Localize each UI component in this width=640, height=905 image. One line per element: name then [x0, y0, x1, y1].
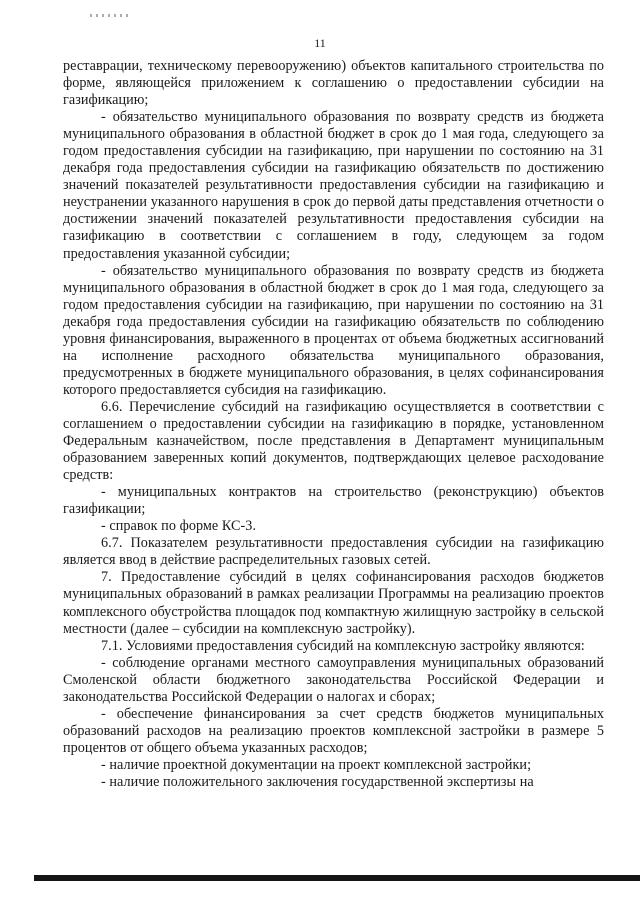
paragraph: - справок по форме КС-3.: [101, 518, 257, 535]
page-number: 11: [314, 36, 326, 50]
paragraph: - муниципальных контрактов на строительство (реконструкцию) объектов газификации;: [63, 484, 604, 518]
paragraph: 7.1. Условиями предоставления субсидий на комплексную застройку являются:: [101, 637, 585, 654]
paragraph: 6.6. Перечисление субсидий на газификацию осуществляется в соответствии с соглашением о предоставлении субсидии на газификацию в порядке, установленном Федеральным казначейством, после представления в Департамент муниципальным образованием заверенных копий документов, подтверждающих целевое расходование средств:: [63, 398, 604, 484]
scan-artifact: [90, 14, 132, 17]
paragraph: - наличие проектной документации на проект комплексной застройки;: [101, 756, 532, 773]
paragraph: - соблюдение органами местного самоуправления муниципальных образований Смоленской области бюджетного законодательства Российской Федерации и законодательства Российской Федерации о налогах и сборах;: [63, 654, 604, 705]
paragraph: реставрации, техническому перевооружению) объектов капитального строительства по форме, являющейся приложением к соглашению о предоставлении субсидии на газификацию;: [63, 58, 604, 109]
paragraph: 6.7. Показателем результативности предоставления субсидии на газификацию является ввод в действие распределительных газовых сетей.: [63, 535, 604, 569]
document-body: [63, 58, 604, 791]
paragraph: - наличие положительного заключения государственной экспертизы на: [101, 773, 534, 790]
paragraph: 7. Предоставление субсидий в целях софинансирования расходов бюджетов муниципальных образований в рамках реализации Программы на реализацию проектов комплексного обустройства площадок под компактную жилищную застройку в сельской местности (далее – субсидии на комплексную застройку).: [63, 569, 604, 637]
paragraph: - обязательство муниципального образования по возврату средств из бюджета муниципального образования в областной бюджет в срок до 1 мая года, следующего за годом предоставления субсидии на газификацию, при нарушении по состоянию на 31 декабря года предоставления субсидии на газификацию обязательств по соблюдению уровня финансирования, выраженного в процентах от объема бюджетных ассигнований на исполнение расходного обязательства муниципального образования, предусмотренных в бюджете муниципального образования, в целях софинансирования которого предоставляется субсидия на газификацию.: [63, 262, 604, 398]
scan-bottom-edge: [34, 875, 640, 881]
paragraph: - обязательство муниципального образования по возврату средств из бюджета муниципального образования в областной бюджет в срок до 1 мая года, следующего за годом предоставления субсидии на газификацию, при нарушении по состоянию на 31 декабря года предоставления субсидии на газификацию обязательств по достижению значений показателей результативности предоставления субсидии на газификацию и неустранении указанного нарушения в срок до первой даты представления отчетности о достижении значений показателей результативности предоставления субсидии на газификацию в соответствии с соглашением в году, следующем за годом предоставления указанной субсидии;: [63, 109, 604, 262]
paragraph: - обеспечение финансирования за счет средств бюджетов муниципальных образований расходов на реализацию проектов комплексной застройки в размере 5 процентов от общего объема указанных расходов;: [63, 705, 604, 756]
